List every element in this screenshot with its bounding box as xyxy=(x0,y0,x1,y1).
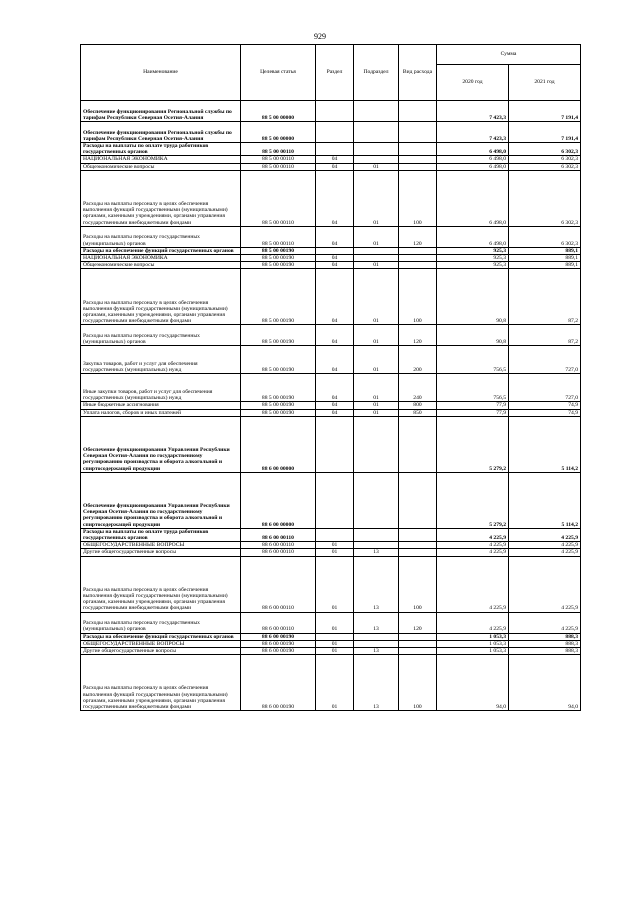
cell-amount-2020: 4 225,9 xyxy=(437,612,509,633)
page-number: 929 xyxy=(314,32,326,41)
cell-amount-2021: 4 225,9 xyxy=(509,528,581,541)
cell-amount-2020: 4 225,9 xyxy=(437,542,509,549)
cell-name: Расходы на выплаты персоналу государственных (муниципальных) органов xyxy=(81,612,241,633)
table-row xyxy=(81,163,581,170)
cell-expense-type xyxy=(399,262,437,269)
cell-target-code: 88 6 00 00190 xyxy=(241,640,316,647)
cell-expense-type xyxy=(399,101,437,122)
table-row xyxy=(81,170,581,226)
table-row xyxy=(81,640,581,647)
cell-name: Расходы на выплаты персоналу государственных (муниципальных) органов xyxy=(81,226,241,247)
cell-name: Расходы на выплаты по оплате труда работников государственных органов xyxy=(81,143,241,156)
cell-name: Обеспечение функционирования Региональной службы по тарифам Республики Северная Осетия-Алания xyxy=(81,122,241,143)
cell-name: НАЦИОНАЛЬНАЯ ЭКОНОМИКА xyxy=(81,255,241,262)
budget-table xyxy=(80,44,581,711)
cell-name: Расходы на выплаты персоналу в целях обеспечения выполнения функций государственными (муниципальными) органами, казенными учреждениями, органами управления государственными внебюджетными фондами xyxy=(81,655,241,711)
cell-name: Уплата налогов, сборов и иных платежей xyxy=(81,409,241,416)
table-row xyxy=(81,101,581,122)
cell-amount-2020: 925,3 xyxy=(437,255,509,262)
cell-section xyxy=(316,143,354,156)
cell-subsection: 01 xyxy=(354,163,399,170)
cell-amount-2021: 5 114,2 xyxy=(509,472,581,528)
cell-amount-2020: 756,5 xyxy=(437,374,509,402)
cell-section: 04 xyxy=(316,409,354,416)
cell-target-code: 88 6 00 00110 xyxy=(241,612,316,633)
header-year-2020: 2020 год xyxy=(437,65,509,101)
cell-subsection xyxy=(354,640,399,647)
cell-name: Расходы на выплаты персоналу в целях обеспечения выполнения функций государственными (муниципальными) органами, казенными учреждениями, органами управления государственными внебюджетными фондами xyxy=(81,556,241,612)
cell-amount-2021: 727,0 xyxy=(509,346,581,374)
cell-amount-2020: 4 225,9 xyxy=(437,528,509,541)
cell-name: Обеспечение функционирования Региональной службы по тарифам Республики Северная Осетия-Алания xyxy=(81,101,241,122)
cell-amount-2021: 4 225,9 xyxy=(509,542,581,549)
cell-expense-type xyxy=(399,416,437,472)
cell-amount-2021: 7 191,4 xyxy=(509,122,581,143)
cell-expense-type xyxy=(399,648,437,655)
cell-section: 04 xyxy=(316,163,354,170)
cell-expense-type: 120 xyxy=(399,612,437,633)
cell-name: НАЦИОНАЛЬНАЯ ЭКОНОМИКА xyxy=(81,156,241,163)
header-year-2021: 2021 год xyxy=(509,65,581,101)
cell-expense-type: 100 xyxy=(399,655,437,711)
cell-section: 01 xyxy=(316,556,354,612)
cell-subsection: 01 xyxy=(354,346,399,374)
cell-subsection: 01 xyxy=(354,269,399,325)
table-row xyxy=(81,612,581,633)
cell-section: 04 xyxy=(316,374,354,402)
cell-section: 04 xyxy=(316,170,354,226)
cell-target-code: 88 5 00 00190 xyxy=(241,255,316,262)
cell-target-code: 88 6 00 00110 xyxy=(241,542,316,549)
cell-amount-2020: 5 279,2 xyxy=(437,416,509,472)
cell-amount-2020: 94,0 xyxy=(437,655,509,711)
cell-expense-type xyxy=(399,156,437,163)
header-subsection: Подраздел xyxy=(354,45,399,101)
cell-subsection: 01 xyxy=(354,325,399,346)
cell-section xyxy=(316,472,354,528)
header-sum: Сумма xyxy=(437,45,581,65)
cell-name: Расходы на выплаты персоналу в целях обеспечения выполнения функций государственными (муниципальными) органами, казенными учреждениями, органами управления государственными внебюджетными фондами xyxy=(81,269,241,325)
cell-expense-type xyxy=(399,640,437,647)
cell-expense-type xyxy=(399,163,437,170)
cell-target-code: 88 6 00 00110 xyxy=(241,528,316,541)
cell-subsection xyxy=(354,122,399,143)
cell-expense-type xyxy=(399,633,437,640)
cell-subsection: 01 xyxy=(354,226,399,247)
table-row xyxy=(81,247,581,254)
cell-target-code: 88 5 00 00110 xyxy=(241,226,316,247)
cell-expense-type xyxy=(399,472,437,528)
cell-section: 04 xyxy=(316,255,354,262)
cell-expense-type: 100 xyxy=(399,556,437,612)
cell-subsection: 01 xyxy=(354,262,399,269)
cell-expense-type xyxy=(399,549,437,556)
cell-target-code: 88 6 00 00190 xyxy=(241,648,316,655)
header-section: Раздел xyxy=(316,45,354,101)
table-row xyxy=(81,156,581,163)
cell-subsection xyxy=(354,255,399,262)
cell-subsection: 01 xyxy=(354,374,399,402)
cell-target-code: 88 5 00 00110 xyxy=(241,163,316,170)
cell-expense-type: 100 xyxy=(399,269,437,325)
header-name: Наименование xyxy=(81,45,241,101)
cell-name: Другие общегосударственные вопросы xyxy=(81,549,241,556)
cell-section: 04 xyxy=(316,346,354,374)
table-row xyxy=(81,409,581,416)
cell-section: 01 xyxy=(316,648,354,655)
table-row xyxy=(81,346,581,374)
cell-subsection xyxy=(354,472,399,528)
table-row xyxy=(81,416,581,472)
cell-expense-type: 120 xyxy=(399,325,437,346)
cell-section: 01 xyxy=(316,542,354,549)
cell-amount-2020: 6 498,0 xyxy=(437,226,509,247)
cell-expense-type: 100 xyxy=(399,170,437,226)
cell-subsection xyxy=(354,416,399,472)
table-row xyxy=(81,402,581,409)
table-row xyxy=(81,549,581,556)
cell-name: Другие общегосударственные вопросы xyxy=(81,648,241,655)
table-row xyxy=(81,472,581,528)
cell-name: Общеэкономические вопросы xyxy=(81,262,241,269)
cell-section: 04 xyxy=(316,156,354,163)
cell-amount-2021: 5 114,2 xyxy=(509,416,581,472)
cell-name: Расходы на обеспечение функций государственных органов xyxy=(81,633,241,640)
cell-target-code: 88 5 00 00110 xyxy=(241,170,316,226)
table-row xyxy=(81,374,581,402)
cell-target-code: 88 5 00 00190 xyxy=(241,269,316,325)
cell-amount-2020: 6 498,0 xyxy=(437,143,509,156)
cell-amount-2021: 7 191,4 xyxy=(509,101,581,122)
cell-target-code: 88 5 00 00190 xyxy=(241,374,316,402)
cell-amount-2021: 94,0 xyxy=(509,655,581,711)
cell-section: 04 xyxy=(316,402,354,409)
cell-section: 01 xyxy=(316,655,354,711)
cell-expense-type: 240 xyxy=(399,374,437,402)
cell-amount-2020: 77,9 xyxy=(437,409,509,416)
cell-amount-2020: 925,3 xyxy=(437,247,509,254)
cell-amount-2020: 756,5 xyxy=(437,346,509,374)
cell-target-code: 88 5 00 00190 xyxy=(241,247,316,254)
cell-name: ОБЩЕГОСУДАРСТВЕННЫЕ ВОПРОСЫ xyxy=(81,542,241,549)
cell-target-code: 88 6 00 00000 xyxy=(241,472,316,528)
cell-amount-2020: 90,8 xyxy=(437,269,509,325)
cell-target-code: 88 5 00 00190 xyxy=(241,346,316,374)
cell-amount-2021: 87,2 xyxy=(509,325,581,346)
cell-amount-2020: 925,3 xyxy=(437,262,509,269)
cell-target-code: 88 5 00 00190 xyxy=(241,402,316,409)
cell-name: Иные бюджетные ассигнования xyxy=(81,402,241,409)
cell-amount-2021: 6 302,3 xyxy=(509,170,581,226)
cell-target-code: 88 6 00 00000 xyxy=(241,416,316,472)
cell-name: Иные закупки товаров, работ и услуг для обеспечения государственных (муниципальных) нужд xyxy=(81,374,241,402)
cell-amount-2020: 77,9 xyxy=(437,402,509,409)
cell-subsection: 13 xyxy=(354,612,399,633)
cell-subsection: 01 xyxy=(354,170,399,226)
cell-expense-type xyxy=(399,143,437,156)
cell-section: 04 xyxy=(316,262,354,269)
cell-amount-2020: 90,8 xyxy=(437,325,509,346)
cell-subsection: 01 xyxy=(354,409,399,416)
cell-target-code: 88 5 00 00110 xyxy=(241,156,316,163)
cell-name: Расходы на выплаты по оплате труда работников государственных органов xyxy=(81,528,241,541)
cell-name: Обеспечение функционирования Управления Республики Северная Осетия-Алания по государственному регулированию производства и оборота алкогольной и спиртосодержащей продукции xyxy=(81,472,241,528)
cell-subsection xyxy=(354,633,399,640)
cell-amount-2020: 7 423,3 xyxy=(437,122,509,143)
cell-subsection xyxy=(354,156,399,163)
table-row xyxy=(81,325,581,346)
cell-name: Расходы на выплаты персоналу государственных (муниципальных) органов xyxy=(81,325,241,346)
cell-amount-2020: 1 053,3 xyxy=(437,633,509,640)
table-row xyxy=(81,122,581,143)
cell-subsection: 13 xyxy=(354,556,399,612)
table-row xyxy=(81,655,581,711)
cell-amount-2021: 888,3 xyxy=(509,633,581,640)
table-row xyxy=(81,143,581,156)
cell-expense-type: 800 xyxy=(399,402,437,409)
cell-amount-2021: 6 302,3 xyxy=(509,226,581,247)
cell-amount-2020: 4 225,9 xyxy=(437,549,509,556)
cell-section: 01 xyxy=(316,612,354,633)
cell-target-code: 88 6 00 00190 xyxy=(241,655,316,711)
cell-amount-2020: 1 053,3 xyxy=(437,640,509,647)
cell-amount-2021: 889,1 xyxy=(509,255,581,262)
cell-section: 01 xyxy=(316,640,354,647)
cell-name: Расходы на выплаты персоналу в целях обеспечения выполнения функций государственными (муниципальными) органами, казенными учреждениями, органами управления государственными внебюджетными фондами xyxy=(81,170,241,226)
table-row xyxy=(81,262,581,269)
cell-target-code: 88 5 00 00000 xyxy=(241,122,316,143)
cell-section: 04 xyxy=(316,325,354,346)
cell-target-code: 88 6 00 00190 xyxy=(241,633,316,640)
table-row xyxy=(81,633,581,640)
cell-expense-type xyxy=(399,122,437,143)
header-expense-type: Вид расхода xyxy=(399,45,437,101)
cell-expense-type xyxy=(399,247,437,254)
cell-expense-type: 120 xyxy=(399,226,437,247)
cell-amount-2020: 7 423,3 xyxy=(437,101,509,122)
cell-target-code: 88 5 00 00000 xyxy=(241,101,316,122)
cell-section xyxy=(316,101,354,122)
cell-amount-2020: 6 498,0 xyxy=(437,156,509,163)
cell-subsection: 13 xyxy=(354,648,399,655)
cell-subsection xyxy=(354,101,399,122)
cell-amount-2021: 6 302,3 xyxy=(509,163,581,170)
cell-section xyxy=(316,528,354,541)
cell-section: 04 xyxy=(316,269,354,325)
table-row xyxy=(81,226,581,247)
table-row xyxy=(81,255,581,262)
cell-expense-type: 200 xyxy=(399,346,437,374)
cell-amount-2020: 6 498,0 xyxy=(437,170,509,226)
cell-amount-2021: 4 225,9 xyxy=(509,556,581,612)
table-row xyxy=(81,648,581,655)
table-header xyxy=(81,45,581,101)
cell-amount-2021: 888,3 xyxy=(509,640,581,647)
cell-expense-type xyxy=(399,528,437,541)
cell-amount-2021: 87,2 xyxy=(509,269,581,325)
cell-amount-2021: 74,9 xyxy=(509,409,581,416)
cell-section xyxy=(316,247,354,254)
cell-name: Закупка товаров, работ и услуг для обеспечения государственных (муниципальных) нужд xyxy=(81,346,241,374)
cell-target-code: 88 6 00 00110 xyxy=(241,556,316,612)
table-body xyxy=(81,101,581,711)
cell-target-code: 88 5 00 00110 xyxy=(241,143,316,156)
cell-subsection xyxy=(354,247,399,254)
cell-target-code: 88 5 00 00190 xyxy=(241,409,316,416)
cell-name: Общеэкономические вопросы xyxy=(81,163,241,170)
cell-amount-2020: 1 053,3 xyxy=(437,648,509,655)
cell-amount-2021: 6 302,3 xyxy=(509,143,581,156)
cell-expense-type xyxy=(399,255,437,262)
cell-amount-2021: 727,0 xyxy=(509,374,581,402)
cell-target-code: 88 5 00 00190 xyxy=(241,325,316,346)
cell-target-code: 88 5 00 00190 xyxy=(241,262,316,269)
cell-section xyxy=(316,633,354,640)
header-target: Целевая статья xyxy=(241,45,316,101)
cell-section: 01 xyxy=(316,549,354,556)
cell-subsection xyxy=(354,528,399,541)
table-row xyxy=(81,556,581,612)
cell-section xyxy=(316,122,354,143)
cell-target-code: 88 6 00 00110 xyxy=(241,549,316,556)
cell-amount-2021: 6 302,3 xyxy=(509,156,581,163)
cell-amount-2020: 5 279,2 xyxy=(437,472,509,528)
cell-subsection: 01 xyxy=(354,402,399,409)
table-row xyxy=(81,542,581,549)
cell-name: Расходы на обеспечение функций государственных органов xyxy=(81,247,241,254)
cell-section: 04 xyxy=(316,226,354,247)
cell-amount-2021: 889,1 xyxy=(509,262,581,269)
cell-amount-2020: 6 498,0 xyxy=(437,163,509,170)
cell-expense-type xyxy=(399,542,437,549)
cell-amount-2021: 889,1 xyxy=(509,247,581,254)
table-row xyxy=(81,528,581,541)
cell-subsection xyxy=(354,542,399,549)
cell-section xyxy=(316,416,354,472)
cell-amount-2021: 4 225,9 xyxy=(509,612,581,633)
cell-amount-2021: 74,9 xyxy=(509,402,581,409)
cell-subsection xyxy=(354,143,399,156)
cell-amount-2021: 4 225,9 xyxy=(509,549,581,556)
cell-expense-type: 850 xyxy=(399,409,437,416)
table-row xyxy=(81,269,581,325)
cell-subsection: 13 xyxy=(354,655,399,711)
cell-amount-2020: 4 225,9 xyxy=(437,556,509,612)
cell-amount-2021: 888,3 xyxy=(509,648,581,655)
cell-name: ОБЩЕГОСУДАРСТВЕННЫЕ ВОПРОСЫ xyxy=(81,640,241,647)
cell-subsection: 13 xyxy=(354,549,399,556)
cell-name: Обеспечение функционирования Управления Республики Северная Осетия-Алания по государственному регулированию производства и оборота алкогольной и спиртосодержащей продукции xyxy=(81,416,241,472)
